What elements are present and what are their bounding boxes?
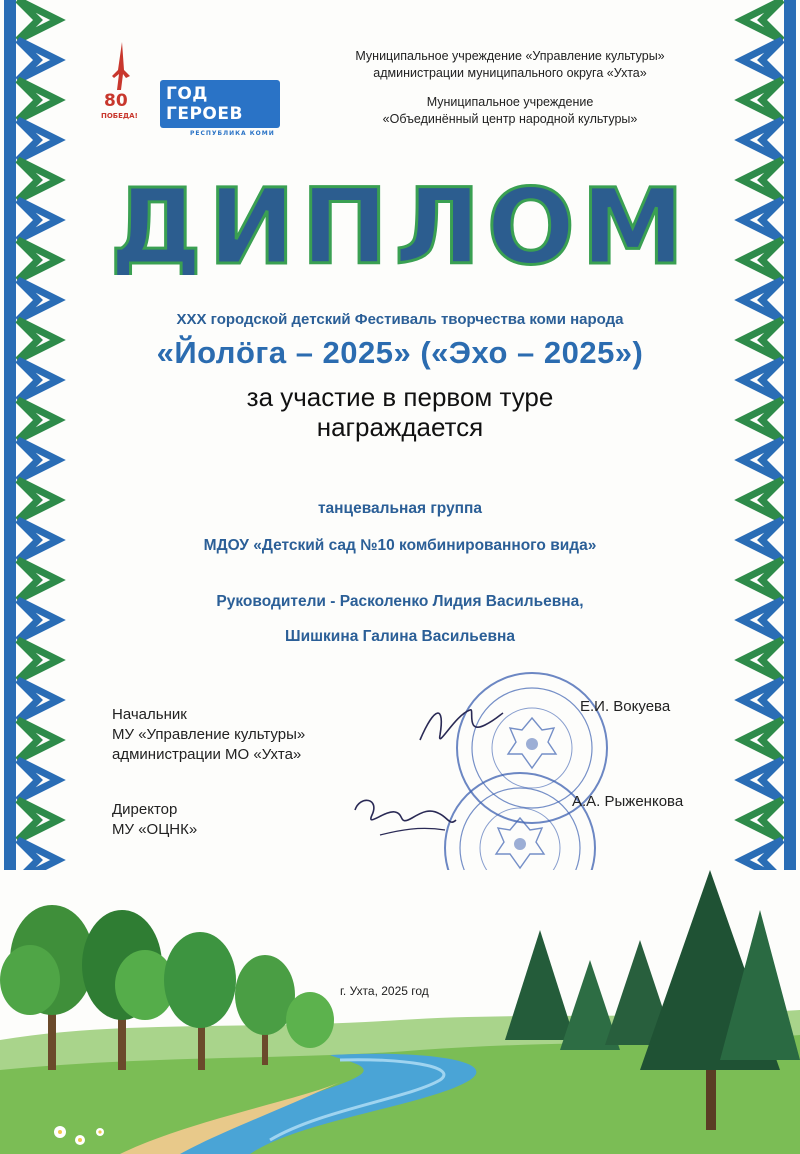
ornament-motif xyxy=(742,480,782,520)
ornament-motif xyxy=(742,0,782,40)
signatory-1-line-3: администрации МО «Ухта» xyxy=(112,746,302,763)
ornament-motif xyxy=(18,160,58,200)
ornament-motif xyxy=(18,200,58,240)
year-heroes-sub: РЕСПУБЛИКА КОМИ xyxy=(190,130,275,137)
award-reason: за участие в первом туре xyxy=(246,382,554,412)
ornament-motif xyxy=(18,40,58,80)
year-heroes-word: ГЕРОЕВ xyxy=(166,104,243,124)
ornament-motif xyxy=(742,720,782,760)
organizer-1-line-1: Муниципальное учреждение «Управление культуры» xyxy=(355,49,665,63)
ornament-motif xyxy=(18,0,58,40)
ornament-motif xyxy=(18,480,58,520)
ornament-motif xyxy=(742,640,782,680)
signatory-2-line-1: Директор xyxy=(112,801,178,818)
signature-2 xyxy=(350,790,460,845)
signature-1 xyxy=(415,695,505,755)
organizer-2-line-1: Муниципальное учреждение xyxy=(426,95,594,109)
signatory-2-name: А.А. Рыженкова xyxy=(572,793,684,810)
ornament-motif xyxy=(742,400,782,440)
year-heroes-prefix: ГОД xyxy=(166,84,208,104)
recipient-org: МДОУ «Детский сад №10 комбинированного вида» xyxy=(203,537,597,554)
signatory-1-line-2: МУ «Управление культуры» xyxy=(112,726,306,743)
ornament-motif xyxy=(742,40,782,80)
ornament-motif xyxy=(18,240,58,280)
signatory-2-title xyxy=(112,800,197,840)
ornament-motif xyxy=(18,400,58,440)
ornament-motif xyxy=(18,520,58,560)
organizer-2 xyxy=(300,94,720,128)
ornament-motif xyxy=(742,200,782,240)
ornament-motif xyxy=(18,320,58,360)
victory-80-logo xyxy=(100,40,144,122)
ornament-motif xyxy=(18,360,58,400)
ornament-motif xyxy=(742,520,782,560)
ornament-motif xyxy=(742,160,782,200)
ornament-motif xyxy=(18,280,58,320)
ornament-motif xyxy=(18,80,58,120)
ornament-motif xyxy=(742,360,782,400)
ornament-motif xyxy=(742,760,782,800)
festival-line: XXX городской детский Фестиваль творчества коми народа xyxy=(176,311,624,328)
ornament-motif xyxy=(742,120,782,160)
signatory-1-line-1: Начальник xyxy=(112,706,187,723)
ornament-motif xyxy=(18,600,58,640)
diploma-title-text: ДИПЛОМ xyxy=(109,175,691,275)
organizer-2-line-2: «Объединённый центр народной культуры» xyxy=(382,112,638,126)
ornament-motif xyxy=(18,560,58,600)
festival-name: «Йолöга – 2025» («Эхо – 2025») xyxy=(156,335,644,370)
signatory-1-name: Е.И. Вокуева xyxy=(580,698,671,715)
ornament-motif xyxy=(742,600,782,640)
ornament-motif xyxy=(742,80,782,120)
recipient-group: танцевальная группа xyxy=(317,500,483,517)
recipient-leaders-2: Шишкина Галина Васильевна xyxy=(285,628,515,645)
ornament-motif xyxy=(742,560,782,600)
forest-river-illustration xyxy=(0,870,800,1154)
ornament-motif xyxy=(742,320,782,360)
victory-number: 80 xyxy=(104,91,128,111)
ornament-motif xyxy=(18,680,58,720)
ornament-motif xyxy=(18,760,58,800)
city-year: г. Ухта, 2025 год xyxy=(340,984,429,998)
awarded-label: награждается xyxy=(316,412,484,442)
year-of-heroes-logo xyxy=(160,80,280,137)
organizer-1-line-2: администрации муниципального округа «Ухта» xyxy=(373,66,647,80)
ornament-motif xyxy=(742,280,782,320)
organizer-1 xyxy=(300,48,720,82)
ornament-motif xyxy=(18,640,58,680)
ornament-motif xyxy=(18,120,58,160)
ornament-motif xyxy=(18,440,58,480)
signatory-1-title xyxy=(112,705,305,765)
signatory-2-line-2: МУ «ОЦНК» xyxy=(112,821,198,838)
ornament-motif xyxy=(742,680,782,720)
victory-word: ПОБЕДА! xyxy=(101,112,138,120)
ornament-motif xyxy=(742,800,782,840)
ornament-motif xyxy=(18,800,58,840)
ornament-motif xyxy=(18,720,58,760)
ornament-motif xyxy=(742,440,782,480)
diploma-title xyxy=(105,175,695,275)
ornament-motif xyxy=(742,240,782,280)
recipient-leaders-1: Руководители - Расколенко Лидия Васильевна, xyxy=(216,593,584,610)
